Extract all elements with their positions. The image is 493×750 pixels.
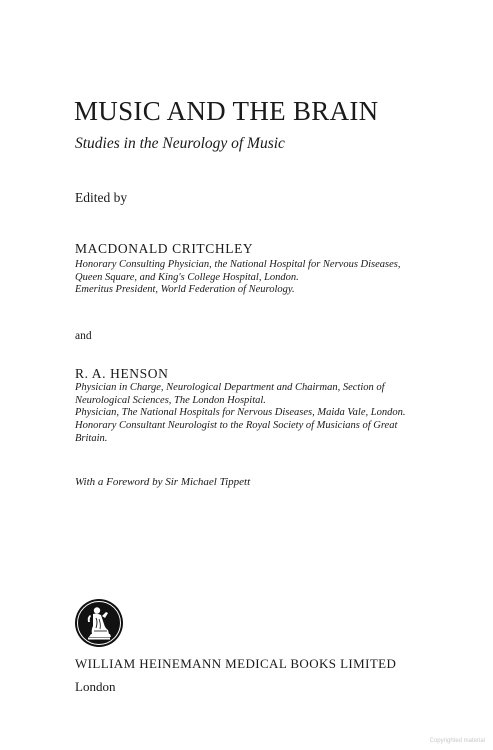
affiliation-line: Honorary Consultant Neurologist to the Royal Society of Musicians of Great: [75, 420, 398, 432]
affiliation-line: Physician, The National Hospitals for Nervous Diseases, Maida Vale, London.: [75, 407, 406, 419]
affiliation-line: Neurological Sciences, The London Hospital.: [75, 394, 266, 406]
affiliation-line: Britain.: [75, 432, 108, 444]
publisher-emblem-icon: [74, 598, 124, 648]
affiliation-line: Physician in Charge, Neurological Department and Chairman, Section of: [75, 382, 385, 393]
foreword-credit: With a Foreword by Sir Michael Tippett: [75, 476, 251, 488]
edited-by-label: Edited by: [75, 190, 128, 205]
affiliation-line: Honorary Consulting Physician, the National Hospital for Nervous Diseases,: [75, 259, 401, 270]
editor-name-henson: R. A. HENSON: [75, 366, 169, 381]
affiliation-line: Emeritus President, World Federation of Neurology.: [75, 284, 295, 296]
editor-affiliation-critchley: [75, 259, 475, 297]
affiliation-line: Queen Square, and King's College Hospital, London.: [75, 271, 299, 283]
book-title: MUSIC AND THE BRAIN: [74, 96, 379, 126]
publisher-name: WILLIAM HEINEMANN MEDICAL BOOKS LIMITED: [75, 656, 397, 671]
publisher-city: London: [75, 679, 116, 694]
emblem-graphic: [74, 598, 124, 648]
editor-name-critchley: MACDONALD CRITCHLEY: [75, 241, 254, 256]
copyright-watermark: Copyrighted material: [429, 738, 485, 744]
conjunction-and: and: [75, 330, 92, 342]
book-subtitle: Studies in the Neurology of Music: [75, 135, 285, 152]
editor-affiliation-henson: [75, 382, 475, 446]
